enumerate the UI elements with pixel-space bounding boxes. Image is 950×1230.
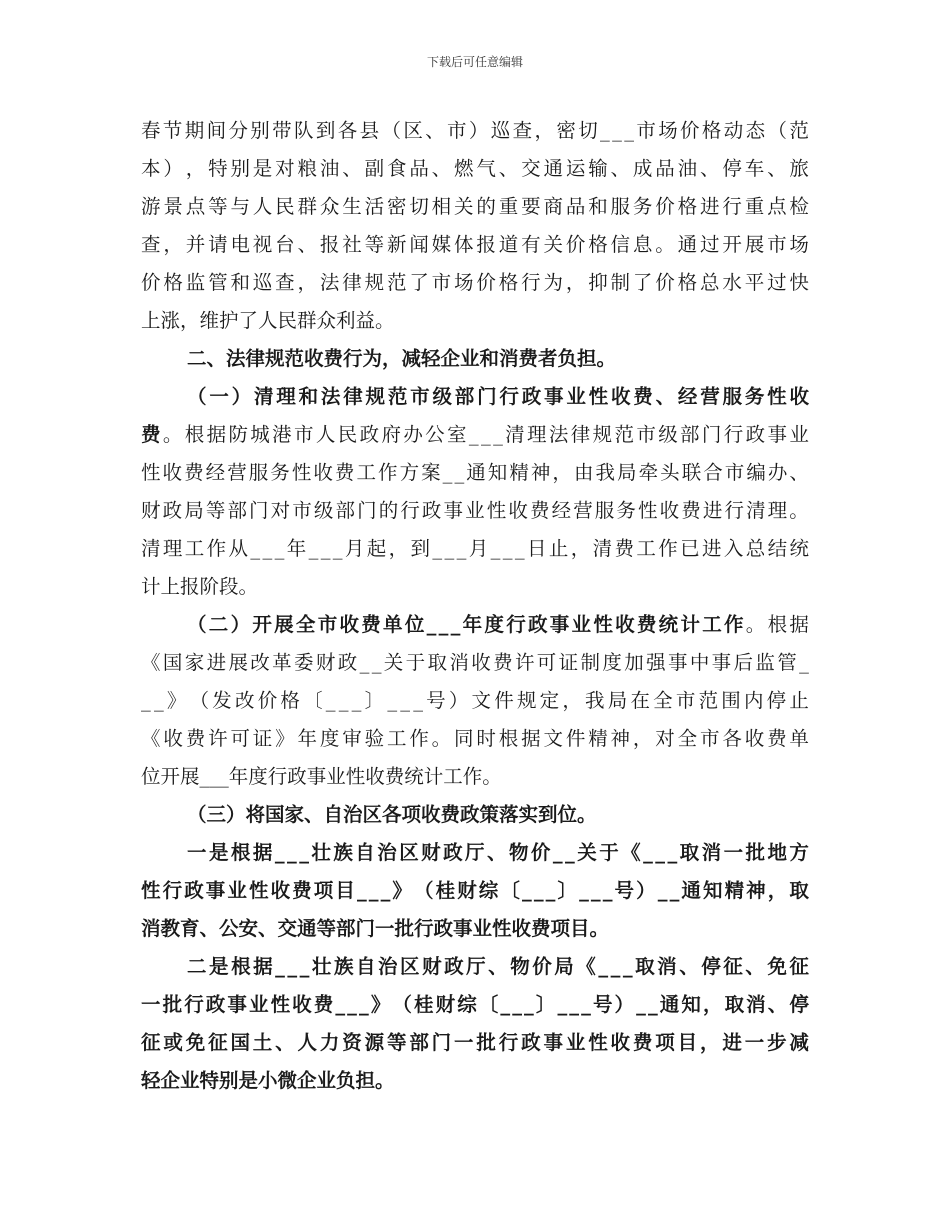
text-line [141,302,809,340]
text-line: 查 ， 并 请 电 视 台 、 报 社 等 新 闻 媒 体 报 道 有 关 价 格 信 息 。 通 过 开 展 市 场 [141,233,809,256]
text-line: 财 政 局 等 部 门 对 市 级 部 门 的 行 政 事 业 性 收 费 经 营 服 务 性 收 费 进 行 清 理 。 [141,499,809,522]
text-segment: 二、法律规范收费行为，减轻企业和消费者负担。 [187,347,617,370]
text-segment: 轻企业特别是小微企业负担。 [141,1069,395,1092]
page-header: 下载后可任意编辑 [426,55,523,69]
text-line: 本 ） ， 特 别 是 对 粮 油 、 副 食 品 、 燃 气 、 交 通 运 输 、 成 品 油 、 停 车 、 旅 [141,157,809,180]
text-line: 性 收 费 经 营 服 务 性 收 费 工 作 方 案 _ _ 通 知 精 神 ， 由 我 局 牵 头 联 合 市 编 办 、 [141,461,809,484]
text-segment: 消教育、公安、交通等部门一批行政事业性收费项目。 [141,917,610,940]
text-line: 一 是 根 据 _ _ _ 壮 族 自 治 区 财 政 厅 、 物 价 _ _ 关 于 《 _ _ _ 取 消 一 批 地 方 [187,841,809,864]
text-line [141,340,809,378]
text-line: 《 国 家 进 展 改 革 委 财 政 _ _ 关 于 取 消 收 费 许 可 证 制 度 加 强 事 中 事 后 监 管 _ [141,651,809,674]
text-line [141,796,809,834]
text-line [141,758,809,796]
text-segment: 位开展___年度行政事业性收费统计工作。 [141,765,502,788]
text-line: 性 行 政 事 业 性 收 费 项 目 _ _ _ 》 （ 桂 财 综 〔 _ _ _ 〕 _ _ _ 号 ） _ _ 通 知 精 神 ， 取 [141,879,809,902]
text-segment: （三）将国家、自治区各项收费政策落实到位。 [187,803,597,826]
text-line: （ 二 ） 开 展 全 市 收 费 单 位 _ _ _ 年 度 行 政 事 业 性 收 费 统 计 工 作 。 根 据 [187,613,809,636]
text-line [141,1062,809,1100]
text-line: 清 理 工 作 从 _ _ _ 年 _ _ _ 月 起 ， 到 _ _ _ 月 _ _ _ 日 止 ， 清 费 工 作 已 进 入 总 结 统 [141,537,809,560]
text-line: 征 或 免 征 国 土 、 人 力 资 源 等 部 门 一 批 行 政 事 业 性 收 费 项 目 ， 进 一 步 减 [141,1031,809,1054]
text-line: 二 是 根 据 _ _ _ 壮 族 自 治 区 财 政 厅 、 物 价 局 《 _ _ _ 取 消 、 停 征 、 免 征 [187,955,809,978]
text-line: 费 。 根 据 防 城 港 市 人 民 政 府 办 公 室 _ _ _ 清 理 法 律 规 范 市 级 部 门 行 政 事 业 [141,423,809,446]
text-line: 游 景 点 等 与 人 民 群 众 生 活 密 切 相 关 的 重 要 商 品 和 服 务 价 格 进 行 重 点 检 [141,195,809,218]
document-body [141,112,809,1100]
text-line: 春 节 期 间 分 别 带 队 到 各 县 （ 区 、 市 ） 巡 查 ， 密 切 _ _ _ 市 场 价 格 动 态 （ 范 [141,119,809,142]
text-line: （ 一 ） 清 理 和 法 律 规 范 市 级 部 门 行 政 事 业 性 收 费 、 经 营 服 务 性 收 [187,385,809,408]
text-line: _ _ 》 （ 发 改 价 格 〔 _ _ _ 〕 _ _ _ 号 ） 文 件 规 定 ， 我 局 在 全 市 范 围 内 停 止 [141,689,809,712]
text-line: 《 收 费 许 可 证 》 年 度 审 验 工 作 。 同 时 根 据 文 件 精 神 ， 对 全 市 各 收 费 单 [141,727,809,750]
text-segment: 计上报阶段。 [141,575,259,598]
text-line: 一 批 行 政 事 业 性 收 费 _ _ _ 》 （ 桂 财 综 〔 _ _ _ 〕 _ _ _ 号 ） _ _ 通 知 ， 取 消 、 停 [141,993,809,1016]
text-line [141,568,809,606]
text-segment: 上涨，维护了人民群众利益。 [141,309,395,332]
text-line: 价 格 监 管 和 巡 查 ， 法 律 规 范 了 市 场 价 格 行 为 ， 抑 制 了 价 格 总 水 平 过 快 [141,271,809,294]
text-line [141,910,809,948]
